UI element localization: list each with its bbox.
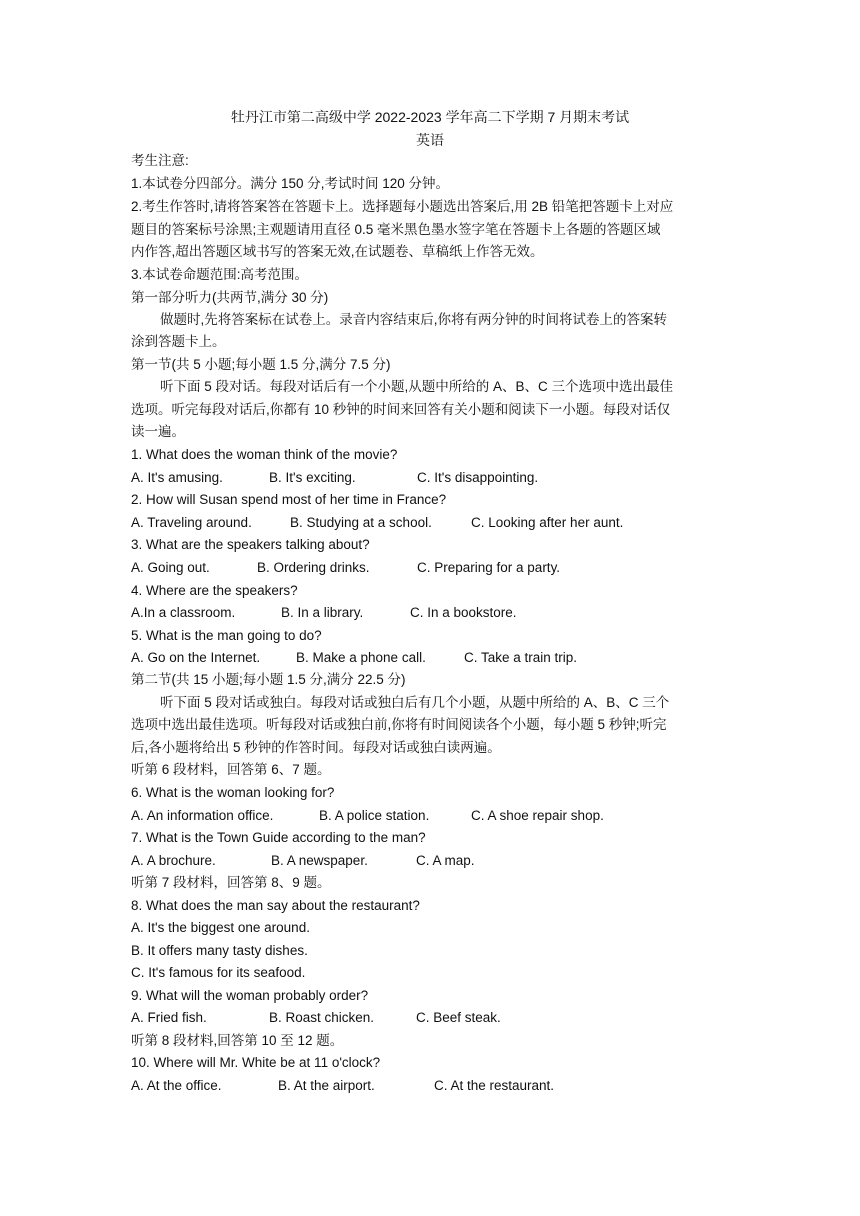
option-c: C. It's famous for its seafood.: [131, 965, 306, 980]
option-c: C. Looking after her aunt.: [471, 515, 624, 530]
option-a: A. A brochure.: [131, 853, 216, 868]
part1-intro-line-2: 涂到答题卡上。: [131, 334, 226, 349]
option-c: C. In a bookstore.: [410, 605, 517, 620]
option-b: B. Studying at a school.: [290, 515, 432, 530]
option-b: B. It's exciting.: [269, 470, 356, 485]
question-stem: 6. What is the woman looking for?: [131, 785, 335, 800]
option-b: B. Make a phone call.: [296, 650, 426, 665]
option-c: C. A shoe repair shop.: [471, 808, 604, 823]
question-stem: 4. Where are the speakers?: [131, 583, 298, 598]
option-b: B. A newspaper.: [271, 853, 368, 868]
question-stem: 7. What is the Town Guide according to the man?: [131, 830, 426, 845]
question-stem: 9. What will the woman probably order?: [131, 988, 369, 1003]
question-stem: 2. How will Susan spend most of her time in France?: [131, 492, 447, 507]
option-c: C. A map.: [416, 853, 475, 868]
question-stem: 3. What are the speakers talking about?: [131, 537, 370, 552]
section1-intro-line-3: 读一遍。: [131, 424, 185, 439]
option-b: B. In a library.: [281, 605, 364, 620]
option-a: A.In a classroom.: [131, 605, 236, 620]
option-a: A. It's the biggest one around.: [131, 920, 310, 935]
option-a: A. Go on the Internet.: [131, 650, 261, 665]
subject-title: 英语: [416, 132, 444, 148]
section2-intro-line-1: 听下面 5 段对话或独白。每段对话或独白后有几个小题，从题中所给的 A、B、C 三个: [160, 695, 670, 710]
notice-item-2-line-1: 2.考生作答时,请将答案答在答题卡上。选择题每小题选出答案后,用 2B 铅笔把答题卡上对应: [131, 199, 674, 214]
notice-item-1: 1.本试卷分四部分。满分 150 分,考试时间 120 分钟。: [131, 176, 450, 191]
question-stem: 8. What does the man say about the restaurant?: [131, 898, 420, 913]
material-6-heading: 听第 6 段材料，回答第 6、7 题。: [131, 762, 331, 777]
notice-item-3: 3.本试卷命题范围:高考范围。: [131, 267, 309, 282]
notice-heading: 考生注意:: [131, 153, 189, 168]
option-b: B. At the airport.: [278, 1078, 375, 1093]
option-b: B. Ordering drinks.: [257, 560, 370, 575]
section2-heading: 第二节(共 15 小题;每小题 1.5 分,满分 22.5 分): [131, 672, 406, 687]
option-c: C. Take a train trip.: [464, 650, 578, 665]
option-a: A. Going out.: [131, 560, 210, 575]
exam-title: 牡丹江市第二高级中学 2022-2023 学年高二下学期 7 月期末考试: [230, 109, 630, 125]
section1-intro-line-1: 听下面 5 段对话。每段对话后有一个小题,从题中所给的 A、B、C 三个选项中选出最佳: [160, 379, 674, 394]
option-a: A. An information office.: [131, 808, 274, 823]
option-b: B. A police station.: [319, 808, 430, 823]
material-7-heading: 听第 7 段材料，回答第 8、9 题。: [131, 875, 331, 890]
question-stem: 1. What does the woman think of the movie?: [131, 447, 398, 462]
option-c: C. Beef steak.: [416, 1010, 501, 1025]
part1-heading: 第一部分听力(共两节,满分 30 分): [131, 290, 329, 305]
question-stem: 5. What is the man going to do?: [131, 628, 322, 643]
option-c: C. It's disappointing.: [417, 470, 539, 485]
question-stem: 10. Where will Mr. White be at 11 o'clock?: [131, 1055, 381, 1070]
option-a: A. Traveling around.: [131, 515, 252, 530]
section1-intro-line-2: 选项。听完每段对话后,你都有 10 秒钟的时间来回答有关小题和阅读下一小题。每段对话仅: [131, 402, 671, 417]
option-c: C. Preparing for a party.: [417, 560, 561, 575]
section2-intro-line-3: 后,各小题将给出 5 秒钟的作答时间。每段对话或独白读两遍。: [131, 740, 501, 755]
option-c: C. At the restaurant.: [434, 1078, 555, 1093]
option-b: B. Roast chicken.: [269, 1010, 375, 1025]
material-8-heading: 听第 8 段材料,回答第 10 至 12 题。: [131, 1033, 344, 1048]
option-b: B. It offers many tasty dishes.: [131, 943, 308, 958]
section2-intro-line-2: 选项中选出最佳选项。听每段对话或独白前,你将有时间阅读各个小题，每小题 5 秒钟;听完: [131, 717, 667, 732]
option-a: A. It's amusing.: [131, 470, 223, 485]
notice-item-2-line-3: 内作答,超出答题区域书写的答案无效,在试题卷、草稿纸上作答无效。: [131, 244, 544, 259]
part1-intro-line-1: 做题时,先将答案标在试卷上。录音内容结束后,你将有两分钟的时间将试卷上的答案转: [160, 312, 668, 327]
option-a: A. Fried fish.: [131, 1010, 207, 1025]
notice-item-2-line-2: 题目的答案标号涂黑;主观题请用直径 0.5 毫米黑色墨水签字笔在答题卡上各题的答题区域: [131, 222, 661, 237]
option-a: A. At the office.: [131, 1078, 222, 1093]
section1-heading: 第一节(共 5 小题;每小题 1.5 分,满分 7.5 分): [131, 357, 391, 372]
